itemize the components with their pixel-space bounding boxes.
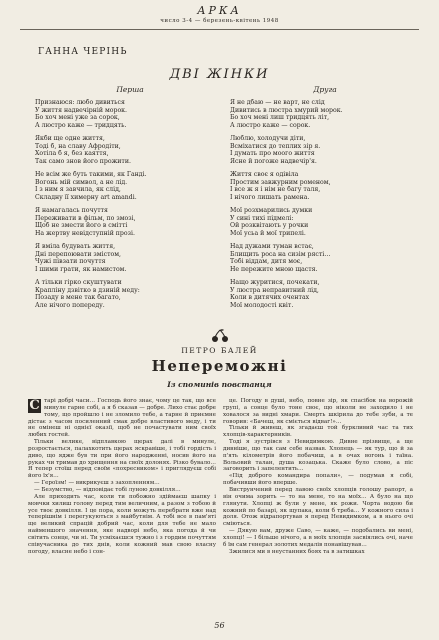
poem-line: Переживати в фільм, по змозі, <box>35 214 136 222</box>
poem-left-heading: Перша <box>116 85 144 94</box>
story-left-column <box>28 398 216 555</box>
poem-line: Якби ще одне життя, <box>35 135 105 143</box>
poem-line: А люстро каже — тридцять. <box>35 121 127 129</box>
poem-line: Простим завжурним роменом, <box>230 178 331 186</box>
poem-line: Дивитись в люстра хмурий морок. <box>230 106 343 114</box>
story-subtitle: Із споминів повстанця <box>167 380 272 389</box>
poem-line: І з ним я завчила, як слід, <box>35 186 121 194</box>
story-paragraph: — Героїзм! — викрикуєш з захопленням… <box>34 480 160 487</box>
stanza <box>230 243 420 273</box>
poem-line: Щоб не змести його в смітті <box>35 222 128 230</box>
story-right-column <box>223 398 413 555</box>
story-paragraph: Тоді я зустрівся з Невидимкою. Дивне прізвище, а ще дивніше, що так сам себе назвав. Хлопець — як тур, що й за п'ять кілометрів його побачиш, а в очах вогонь і таїна. Вольовий талан, душа козацька. Скаже було слово, а піс заговорить і запелентить… <box>223 439 413 473</box>
poem-right-heading: Друга <box>313 85 337 94</box>
poem-line: Люблю, холодучи діти, <box>230 135 306 143</box>
poem-line: Позаду в мене так багато, <box>35 294 121 302</box>
story-paragraph: — Безумство, — відповідає тобі луною довкілля… <box>34 486 181 493</box>
poem-line: Всміхатися до теплих зір я. <box>230 142 321 150</box>
poem-line: Блищить роса на сизім рясті… <box>230 250 331 258</box>
poem-line: Не всім же буть такими, як Ганді. <box>35 171 147 179</box>
poem-line: Ясне й погоже надвечір'я. <box>230 157 317 165</box>
poem-line: Так само знов його прожити. <box>35 157 131 165</box>
poem-line: У сині тихі підмелі: <box>230 214 294 222</box>
story-paragraph: «Під доброго командира попали», — подумав я собі, побачивши його вперше. <box>223 473 413 487</box>
poem-line: Мої розхмарились думки <box>230 207 313 215</box>
story-paragraph: тарі добрі часи… Господь його знає, чому це так, що все минуле гарне собі, а я б сказав — добре. Лихо стає добре тому, що пройшло і не зломило тебе, а тарне й приємне дістає з часом посиленний смак добре властивого меду, і ти не омінеш ні однієї оказії, щоб не почастувати ним своїх любих гостей. <box>28 398 216 439</box>
poem-line: А тільки гірко скуштувати <box>35 279 122 287</box>
poem-line: Життя своє я одівіла <box>230 171 299 179</box>
story-paragraph: Зжилися ми в неустанних боях та в затишках <box>229 548 365 555</box>
journal-title: АРКА <box>197 4 242 17</box>
story-paragraph: Тільки й живеш, як згадаєш той буркливий час та тих хлопців-характерників. <box>223 425 413 439</box>
story-paragraph: Виструнчений перед лавою своїх хлопців голошу рапорт, а він очима зорить — то на мене, то на моїх… А було на що глянути. Хлопці ж були у мене, як рожи. Чорта водою би кожний по базарі, як щупака, коли б треба… У кожного сила і доля. Отож відрапортував я перед Невидимком, а в нього очі сміються. <box>223 486 413 528</box>
poem-line: Дні перепоювати змістом, <box>35 250 121 258</box>
poem-line: Нащо журитися, почекати, <box>230 279 320 287</box>
stanza <box>230 171 420 201</box>
stanza <box>230 279 420 309</box>
poem-right-column <box>230 86 420 316</box>
stanza <box>35 135 225 165</box>
poem-line: Чужі півзати почуття <box>35 258 106 266</box>
poem-author: ГАННА ЧЕРІНЬ <box>38 47 128 57</box>
stanza <box>35 279 225 309</box>
poem-line: Мої усьа й мої трипелі. <box>230 229 306 237</box>
story-paragraph: — Дякую вам, друже Саво, — каже, — подобались ви мені, хлопці! — І більше нічого, а в моїх хлопців засвіялись очі, наче б їм сам генерал золотих медалів понавішував… <box>223 528 413 548</box>
story-paragraph: це. Погоду в душі, небо, повне зір, як спасібок на ворожій групі, а сонце було тоне своє, що ніколи не заходило і не ховалося за видні хмари. Смерть шкірила до тебе зуби, а те говорив: «Бачеш, як сміється відваг!»… <box>223 398 413 425</box>
page-header <box>0 4 439 24</box>
story-title: Непереможні <box>151 357 288 375</box>
poem-line: Коли в дитячих очентах <box>230 294 310 302</box>
page-number: 56 <box>214 621 225 630</box>
poem-line: Тобі віддам, дитя моє, <box>230 258 303 266</box>
poem-line: Вогонь мій символ, а не лід. <box>35 178 128 186</box>
leaf-ornament-icon <box>209 329 231 343</box>
story-paragraph: Тільки велике, відплавкою щерах далі в минуле, розростається, палахкотить щерах яскравіше, і тобі гордість і диво, що ядже був ти при його народженні, носив його на руках чи тримав до хрищення на своїх долонях. Різко бувало… Я тепер стоїш перед своїм «похресником» і приглядуєш собі його їх'я… <box>28 439 216 480</box>
poem-left-column <box>35 86 225 316</box>
poem-line: Але нічого попереду. <box>35 301 105 309</box>
poem-line: Тоді б, на славу Афродіти, <box>35 142 121 150</box>
poem-line: На жертву невідступній прозі. <box>35 229 135 237</box>
poem-line: Ой розквітають у рочки <box>230 222 309 230</box>
poem-line: Не пережите мною щастя. <box>230 265 318 273</box>
drop-cap: С <box>29 398 40 413</box>
stanza <box>35 171 225 201</box>
poem-line: У люстра неправитний лід, <box>230 286 319 294</box>
poem-line: Над дужами туман встає, <box>230 243 314 251</box>
poem-line: І думать про моого життя <box>230 150 315 158</box>
header-rule <box>20 29 419 30</box>
poem-line: Мої молодості квіт. <box>230 301 294 309</box>
story-author: ПЕТРО БАЛЕЙ <box>181 346 258 355</box>
poem-line: Бо хоч мені лиш тридцять літ, <box>230 114 330 122</box>
stanza <box>35 99 225 129</box>
story-paragraph: Але приходить час, коли ти побожно здіймаєш шапку і мовчки хилиш голову перед тим величним, а разом з тобою й усе твоє довкілля. І це пора, коли можуть перебрати вже над теперішнім і перегукуються з майбутнім. А тобі все в пам'яті ще великий спрацій добрий час, коли для тебе не мало найменшого значення, яке надворі небо, яка погода й чи світить сонце, чи ні. Ти усміхаєшся тужно і з гордим почуттям співучасника до тих днів, коли кожний мав свою власну погоду, власне небо і сон- <box>28 493 216 555</box>
stanza <box>230 99 420 129</box>
poem-line: І нічого лишать рамена. <box>230 193 310 201</box>
poem-line: У життя надвечірній морок. <box>35 106 128 114</box>
stanza <box>230 135 420 165</box>
poem-left-stanzas <box>35 99 225 309</box>
stanza <box>230 207 420 237</box>
poem-line: Я намагалась почуття <box>35 207 108 215</box>
poem-line: А люстро каже — сорок. <box>230 121 311 129</box>
issue-line: число 3-4 — березень-квітень 1948 <box>160 18 279 24</box>
poem-line: Я не дбаю — не варт, не слід <box>230 99 325 107</box>
story-left-text <box>28 398 216 555</box>
poem-line: Признаюся: любо дивиться <box>35 99 125 107</box>
poem-line: І все ж я і нім не багу таля, <box>230 186 321 194</box>
stanza <box>35 207 225 237</box>
poem-title: ДВІ ЖІНКИ <box>169 67 270 82</box>
story-right-text <box>223 398 413 555</box>
stanza <box>35 243 225 273</box>
poem-line: Бо хоч мені уже за сорок, <box>35 114 120 122</box>
poem-line: Хотіла б я, без каяття, <box>35 150 109 158</box>
poem-line: Складну її химерну art amandi. <box>35 193 137 201</box>
poem-right-stanzas <box>230 99 420 309</box>
poem-line: Крапліну дзвітко в дзиній меду: <box>35 286 140 294</box>
poem-line: Я вміла будувать життя, <box>35 243 116 251</box>
poem-line: І шими грати, як намистом. <box>35 265 127 273</box>
